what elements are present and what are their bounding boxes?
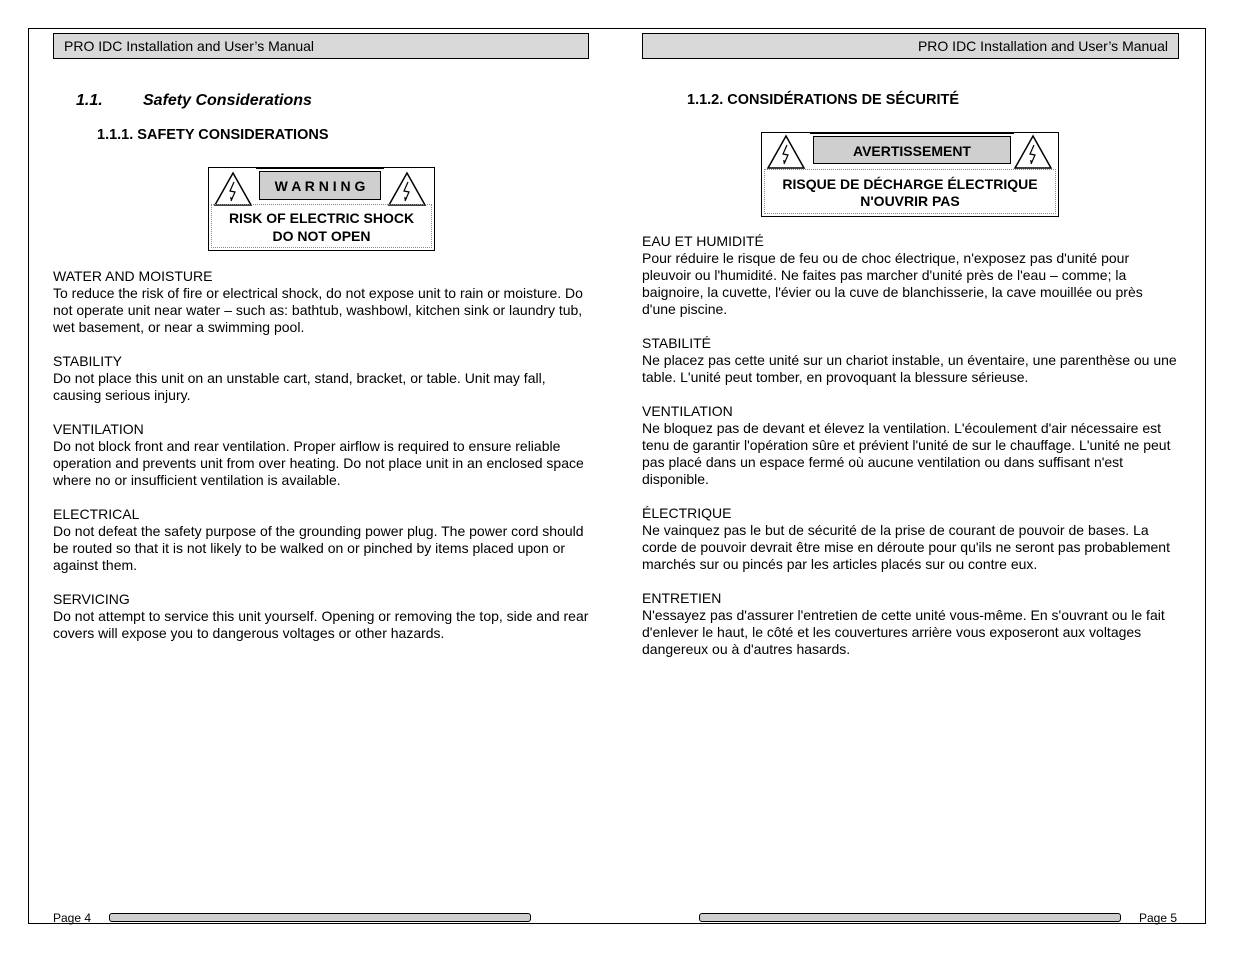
paragraph [53,353,589,404]
electric-hazard-icon [387,171,427,207]
warning-label: AVERTISSEMENT [813,136,1011,164]
paragraph [53,421,589,489]
paragraph-heading: VENTILATION [642,403,733,419]
electric-hazard-icon [213,171,253,207]
paragraph-text: To reduce the risk of fire or electrical shock, do not expose unit to rain or moisture. Do not operate unit near water – such as: bathtub, washbowl, kitchen sink or laundry tub, wet basement, or near a swimming pool. [53,285,583,335]
paragraph [53,591,589,642]
warning-line-1: RISQUE DE DÉCHARGE ÉLECTRIQUE [782,176,1038,192]
warning-line-2: N'OUVRIR PAS [860,193,960,209]
paragraph [53,268,589,336]
paragraph-text: Ne placez pas cette unité sur un chariot instable, un éventaire, une parenthèse ou une table. L'unité peut tomber, en provoquant la blessure sérieuse. [642,352,1177,385]
left-page [0,0,590,954]
paragraph-heading: ÉLECTRIQUE [642,505,732,521]
paragraph-text: N'essayez pas d'assurer l'entretien de cette unité vous-même. En s'ouvrant ou le fait d'enlever le haut, le côté et les couvertures arrière vous exposeront aux voltages dangereux ou à d'autres hasards. [642,607,1165,657]
subsection-title: 1.1.1. SAFETY CONSIDERATIONS [97,127,329,143]
electric-hazard-icon [766,134,806,170]
right-page [617,0,1207,954]
paragraph [642,335,1179,386]
paragraph-text: Pour réduire le risque de feu ou de choc électrique, n'exposez pas d'unité pour pleuvoir ou l'humidité. Ne faites pas marcher d'unité près de l'eau – comme; la baignoire, la cuvette, l'évier ou la cuve de blanchisserie, la cave mouillée ou près d'une piscine. [642,250,1143,317]
warning-box [208,167,435,251]
warning-text-box [211,204,432,248]
warning-line-1: RISK OF ELECTRIC SHOCK [228,210,415,226]
paragraph-text: Do not defeat the safety purpose of the grounding power plug. The power cord should be routed so that it is not likely to be walked on or pinched by items placed upon or against them. [53,523,584,573]
page-number: Page 4 [53,911,92,925]
warning-box [761,132,1059,217]
paragraph-heading: ELECTRICAL [53,506,140,522]
page-number: Page 5 [1139,911,1178,925]
warning-label: W A R N I N G [259,171,381,200]
paragraph [642,403,1179,488]
footer-bar [699,913,1121,922]
page-header: PRO IDC Installation and User’s Manual [53,33,589,59]
page-header: PRO IDC Installation and User’s Manual [642,33,1179,59]
subsection-title: 1.1.2. CONSIDÉRATIONS DE SÉCURITÉ [687,92,960,108]
paragraph-text: Do not block front and rear ventilation. Proper airflow is required to ensure reliable operation and prevents unit from over heating. Do not place unit in an enclosed space where no or insufficient ventilation is available. [53,438,584,488]
section-number: 1.1. [76,92,103,109]
paragraph [53,506,589,574]
paragraph-heading: ENTRETIEN [642,590,722,606]
warning-line-2: DO NOT OPEN [272,228,371,244]
paragraph-text: Ne bloquez pas de devant et élevez la ventilation. L'écoulement d'air nécessaire est tenu de garantir l'opération sûre et prévient l'unité de sur le chauffage. L'unité ne peut pas placé dans un espace fermé où aucune ventilation ou dans suffisant n'est disponible. [642,420,1171,487]
warning-text-box [764,169,1056,214]
footer-bar [109,913,531,922]
paragraph [642,233,1179,318]
paragraph [642,590,1179,658]
safety-text [642,233,1179,675]
paragraph-heading: STABILITY [53,353,122,369]
paragraph-text: Ne vainquez pas le but de sécurité de la prise de courant de pouvoir de bases. La corde de pouvoir devrait être mise en déroute pour qu'ils ne seront pas probablement marchés sur ou pincés par les articles placés sur ou contre eux. [642,522,1170,572]
safety-text [53,268,589,659]
paragraph-text: Do not attempt to service this unit yourself. Opening or removing the top, side and rear covers will expose you to dangerous voltages or other hazards. [53,608,589,641]
paragraph-text: Do not place this unit on an unstable cart, stand, bracket, or table. Unit may fall, causing serious injury. [53,370,546,403]
paragraph-heading: STABILITÉ [642,335,711,351]
section-title-text: Safety Considerations [143,92,312,109]
paragraph-heading: EAU ET HUMIDITÉ [642,233,764,249]
paragraph [642,505,1179,573]
paragraph-heading: VENTILATION [53,421,144,437]
electric-hazard-icon [1013,134,1053,170]
paragraph-heading: WATER AND MOISTURE [53,268,213,284]
paragraph-heading: SERVICING [53,591,130,607]
section-title [76,92,312,110]
